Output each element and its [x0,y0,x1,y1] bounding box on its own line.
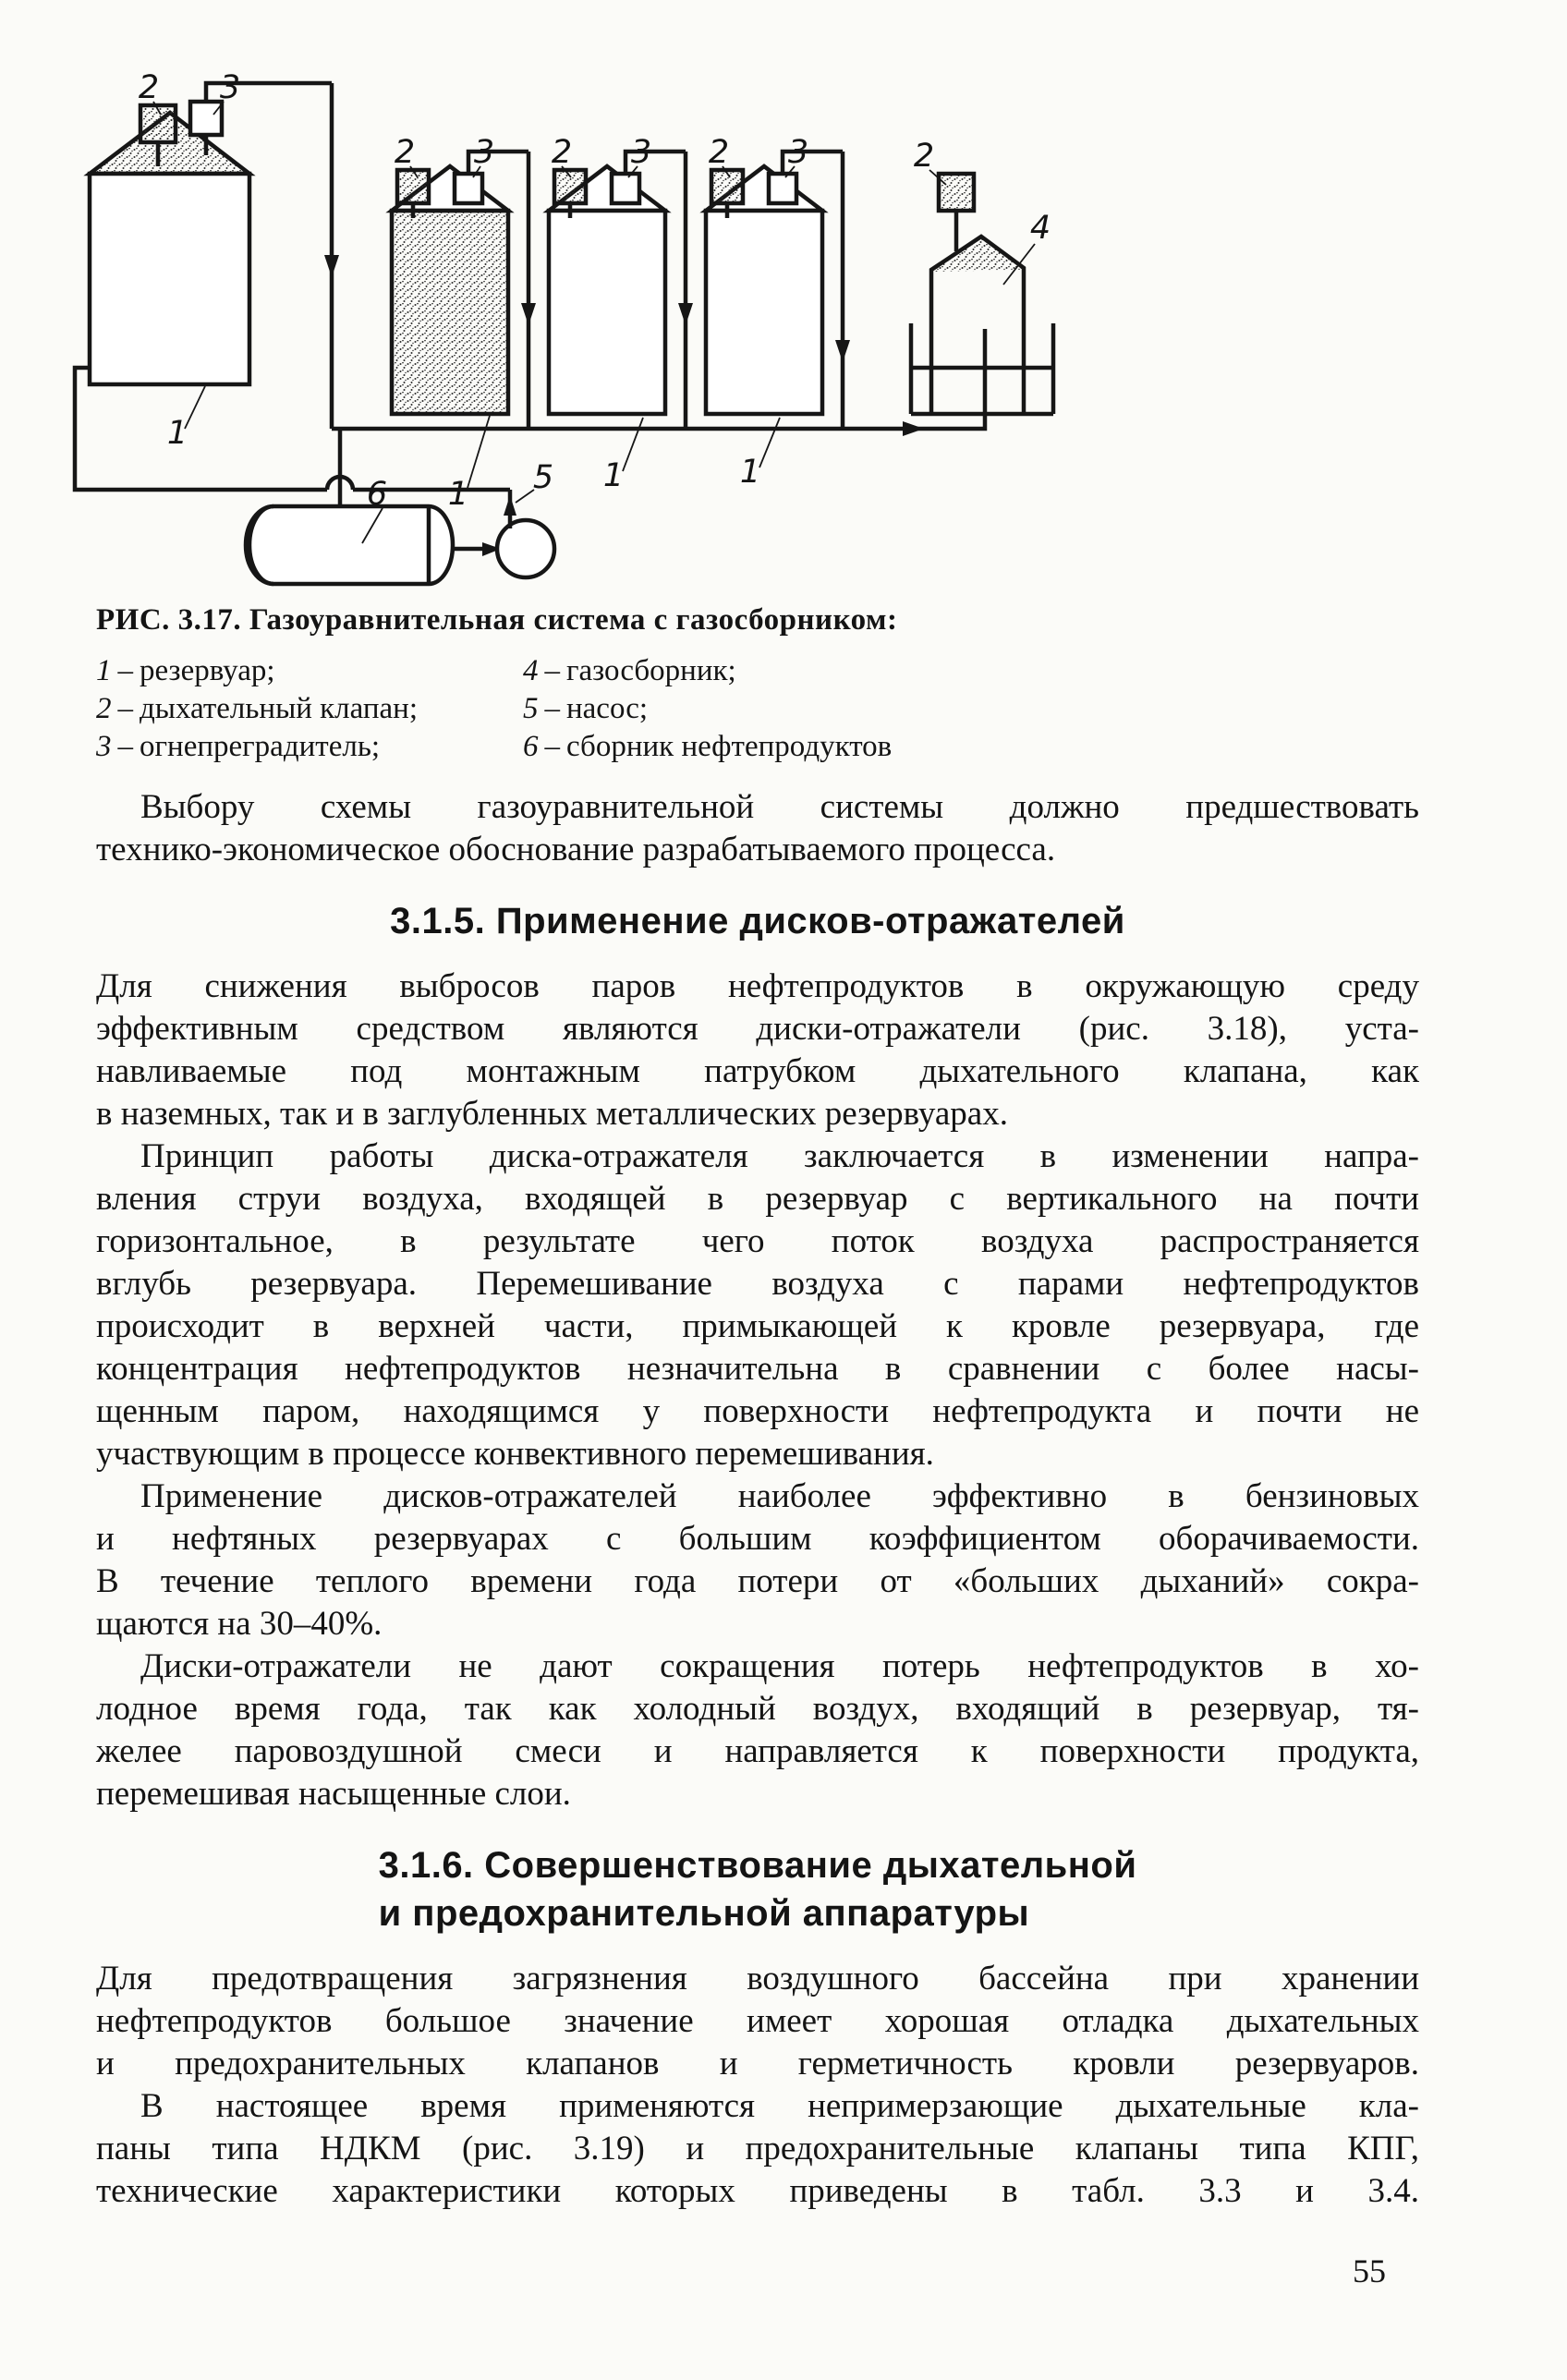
diagram-label: 1 [739,454,761,491]
page-body [96,786,1419,2213]
legend-separator: – [544,730,560,763]
section-heading [96,1841,1419,1937]
legend-column-2 [523,652,892,766]
text-line: паны типа НДКМ (рис. 3.19) и предохранительные клапаны типа КПГ, [96,2130,1419,2168]
paragraph [96,1645,1419,1815]
paragraph [96,1958,1419,2085]
legend-number: 2 [96,692,112,725]
diagram-label: 3 [787,134,809,171]
legend-number: 1 [96,654,112,687]
text-line: В настоящее время применяются непримерзающие дыхательные кла- [140,2087,1419,2125]
text-line: Для предотвращения загрязнения воздушного бассейна при хранении [96,1960,1419,1998]
diagram-label: 2 [394,134,416,171]
diagram-label: 1 [447,476,469,513]
text-line: вления струи воздуха, входящей в резервуар с вертикального на почти [96,1180,1419,1218]
text-line: Выбору схемы газоуравнительной системы должно предшествовать [140,788,1419,826]
diagram-label: 2 [551,134,573,171]
text-line: Применение дисков-отражателей наиболее эффективно в бензиновых [140,1477,1419,1515]
legend-item [523,728,892,766]
text-line: Для снижения выбросов паров нефтепродуктов в окружающую среду [96,967,1419,1005]
legend-separator: – [544,654,560,687]
flame-arrester-icon [612,174,639,203]
text-line: перемешивая насыщенные слои. [96,1775,571,1813]
text-line: технические характеристики которых приведены в табл. 3.3 и 3.4. [96,2172,1419,2210]
legend-column-1 [96,652,523,766]
text-line: щенным паром, находящимся у поверхности нефтепродукта и почти не [96,1392,1419,1430]
figure-caption: РИС. 3.17. Газоуравнительная система с газосборником: [96,603,898,637]
text-line: Принцип работы диска-отражателя заключается в изменении напра- [140,1137,1419,1175]
legend-text: дыхательный клапан; [140,692,418,725]
reservoir-left [90,83,332,384]
text-line: эффективным средством являются диски-отражатели (рис. 3.18), уста- [96,1010,1419,1048]
diagram-label: 1 [602,457,625,494]
text-line: и предохранительных клапанов и герметичность кровли резервуаров. [96,2045,1419,2082]
reservoir-middle-2 [549,152,693,429]
legend-item [96,652,523,690]
diagram-label: 4 [1029,210,1051,247]
paragraph [96,1475,1419,1645]
text-line: в наземных, так и в заглубленных металлических резервуарах. [96,1095,1008,1133]
text-line: В течение теплого времени года потери от «больших дыханий» сокра- [96,1562,1419,1600]
text-line: технико-экономическое обоснование разрабатываемого процесса. [96,831,1056,868]
legend-item [96,690,523,728]
text-line: вглубь резервуара. Перемешивание воздуха с парами нефтепродуктов [96,1265,1419,1303]
paragraph [96,786,1419,871]
text-line: лодное время года, так как холодный воздух, входящий в резервуар, тя- [96,1690,1419,1728]
legend-number: 5 [523,692,539,725]
legend-separator: – [117,730,133,763]
breathing-valve-icon [397,170,429,203]
diagram-label: 3 [473,134,495,171]
text-line: Диски-отражатели не дают сокращения потерь нефтепродуктов в хо- [140,1647,1419,1685]
oil-sump [246,506,453,584]
legend-text: сборник нефтепродуктов [566,730,893,763]
section-heading-line: 3.1.6. Совершенствование дыхательной [378,1845,1137,1886]
legend-separator: – [544,692,560,725]
diagram-label: 6 [366,476,388,513]
breathing-valve-icon [939,174,974,211]
legend-text: огнепреградитель; [140,730,381,763]
diagram-label: 3 [630,134,652,171]
text-line: нефтепродуктов большое значение имеет хорошая отладка дыхательных [96,2002,1419,2040]
diagram-label: 5 [532,459,554,496]
diagram-label: 2 [138,74,160,106]
figure-legend [96,652,1567,766]
text-line: желее паровоздушной смеси и направляется к поверхности продукта, [96,1732,1419,1770]
text-line: участвующим в процессе конвективного перемешивания. [96,1435,934,1473]
paragraph [96,965,1419,1135]
diagram-label: 1 [166,415,188,452]
legend-separator: – [117,654,133,687]
text-line: происходит в верхней части, примыкающей к кровле резервуара, где [96,1307,1419,1345]
reservoir-middle-1 [392,152,536,429]
legend-separator: – [117,692,133,725]
legend-number: 3 [96,730,112,763]
legend-number: 4 [523,654,539,687]
legend-item [523,652,892,690]
flame-arrester-icon [455,174,482,203]
gas-equalization-diagram [67,74,1060,591]
flame-arrester-icon [769,174,796,203]
diagram-label: 2 [913,138,935,175]
section-heading [96,897,1419,945]
text-line: навливаемые под монтажным патрубком дыхательного клапана, как [96,1052,1419,1090]
diagram-label: 3 [219,74,241,106]
page-number: 55 [1353,2252,1386,2289]
legend-text: газосборник; [566,654,736,687]
legend-item [96,728,523,766]
text-line: горизонтальное, в результате чего поток воздуха распространяется [96,1222,1419,1260]
legend-text: насос; [566,692,649,725]
legend-item [523,690,892,728]
paragraph [96,1135,1419,1475]
section-heading-line: и предохранительной аппаратуры [378,1893,1030,1934]
breathing-valve-icon [711,170,743,203]
text-line: щаются на 30–40%. [96,1605,383,1643]
section-heading-line: 3.1.5. Применение дисков-отражателей [390,901,1125,941]
text-line: концентрация нефтепродуктов незначительна в сравнении с более насы- [96,1350,1419,1388]
figure-3-17-diagram [67,74,1060,596]
legend-number: 6 [523,730,539,763]
text-line: и нефтяных резервуарах с большим коэффициентом оборачиваемости. [96,1520,1419,1558]
flame-arrester-icon [190,102,222,135]
reservoir-middle-3 [706,152,850,429]
diagram-label: 2 [708,134,730,171]
paragraph [96,2085,1419,2213]
legend-text: резервуар; [140,654,275,687]
